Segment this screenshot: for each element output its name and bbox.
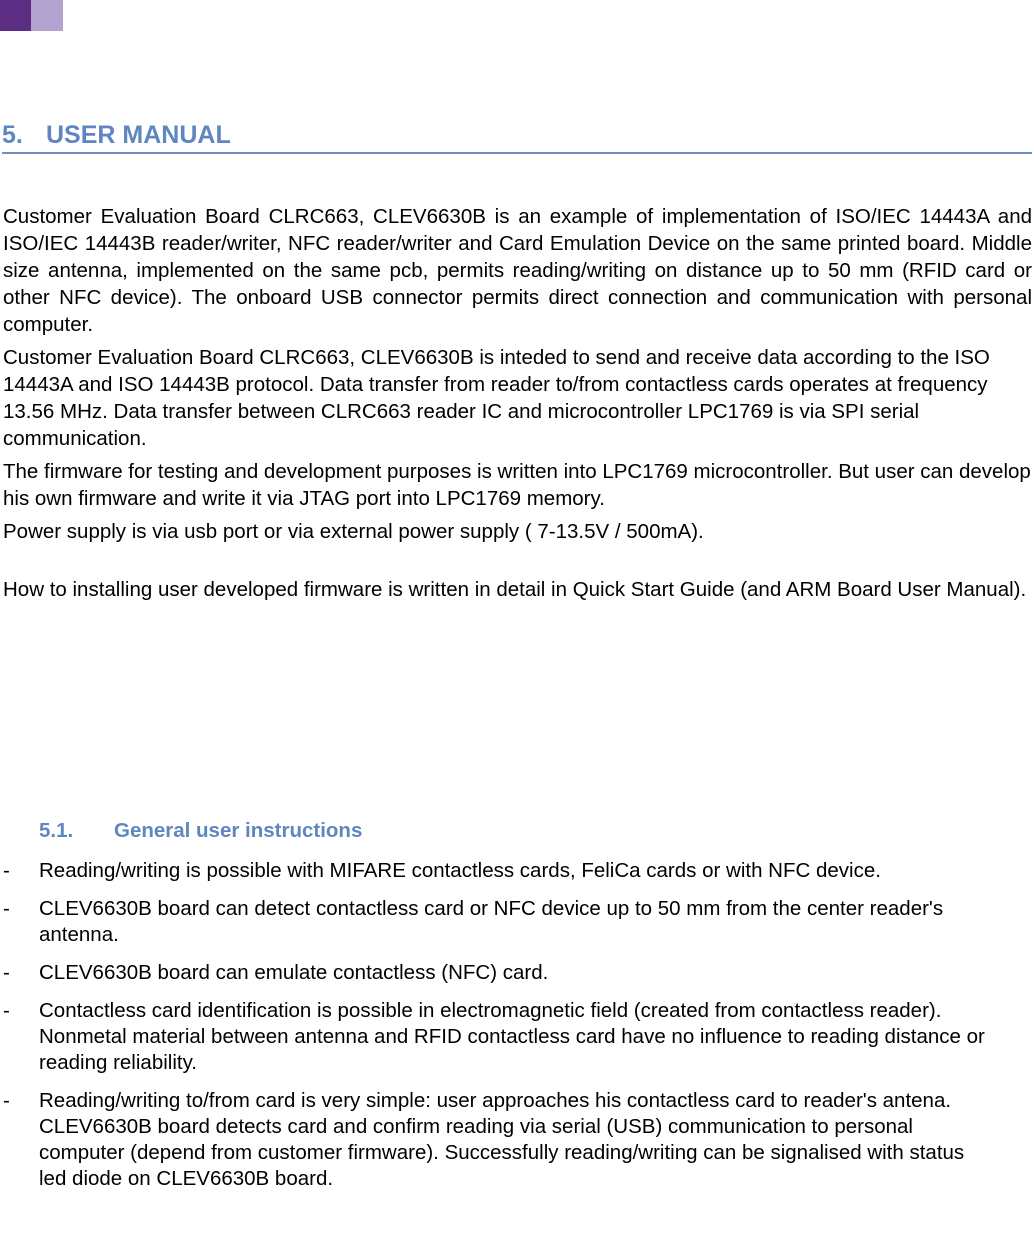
subsection-heading	[39, 817, 362, 845]
paragraph-install-guide: How to installing user developed firmware is written in detail in Quick Start Guide (and ARM Board User Manual).	[3, 578, 1027, 601]
section-heading	[2, 118, 1032, 154]
corner-square-dark	[0, 0, 31, 31]
list-item	[0, 998, 1034, 1076]
list-item	[0, 858, 1034, 884]
list-item	[0, 896, 1034, 948]
bullet-dash: -	[3, 999, 10, 1022]
bullet-dash: -	[3, 1089, 10, 1112]
list-item	[0, 1088, 1034, 1192]
corner-square-light	[31, 0, 63, 31]
list-item-text: Reading/writing is possible with MIFARE contactless cards, FeliCa cards or with NFC device.	[39, 859, 881, 882]
paragraph-firmware: The firmware for testing and development purposes is written into LPC1769 microcontroller. But user can develop his own firmware and write it via JTAG port into LPC1769 memory.	[3, 460, 1031, 510]
intro-text	[3, 203, 1032, 603]
subsection-title: General user instructions	[114, 819, 363, 842]
section-title: USER MANUAL	[46, 121, 231, 149]
list-item-text: Contactless card identification is possible in electromagnetic field (created from contactless reader). Nonmetal material between antenna and RFID contactless card have no influence to reading distance or reading reliability.	[39, 999, 985, 1074]
list-item-text: CLEV6630B board can detect contactless card or NFC device up to 50 mm from the center reader's antenna.	[39, 897, 944, 946]
bullet-dash: -	[3, 859, 10, 882]
bullet-dash: -	[3, 961, 10, 984]
bullet-dash: -	[3, 897, 10, 920]
list-item-text: Reading/writing to/from card is very simple: user approaches his contactless card to reader's antena. CLEV6630B board detects card and confirm reading via serial (USB) communication to personal computer (depend from customer firmware). Successfully reading/writing can be signalised with status led diode on CLEV6630B board.	[39, 1089, 965, 1190]
instruction-list	[0, 858, 1034, 1204]
paragraph-power-supply: Power supply is via usb port or via external power supply ( 7-13.5V / 500mA).	[3, 520, 704, 543]
corner-logo-mark	[0, 0, 63, 31]
list-item	[0, 960, 1034, 986]
paragraph-overview: Customer Evaluation Board CLRC663, CLEV6630B is an example of implementation of ISO/IEC 14443A and ISO/IEC 14443B reader/writer, NFC reader/writer and Card Emulation Device on the same printed board. Middle size antenna, implemented on the same pcb, permits reading/writing on distance up to 50 mm (RFID card or other NFC device). The onboard USB connector permits direct connection and communication with personal computer.	[3, 205, 1032, 336]
subsection-number: 5.1.	[39, 819, 74, 842]
section-number: 5.	[2, 121, 23, 149]
paragraph-data-transfer: Customer Evaluation Board CLRC663, CLEV6630B is inteded to send and receive data according to the ISO 14443A and ISO 14443B protocol. Data transfer from reader to/from contactless cards operates at frequency 13.56 MHz. Data transfer between CLRC663 reader IC and microcontroller LPC1769 is via SPI serial communication.	[3, 346, 990, 450]
list-item-text: CLEV6630B board can emulate contactless (NFC) card.	[39, 961, 549, 984]
